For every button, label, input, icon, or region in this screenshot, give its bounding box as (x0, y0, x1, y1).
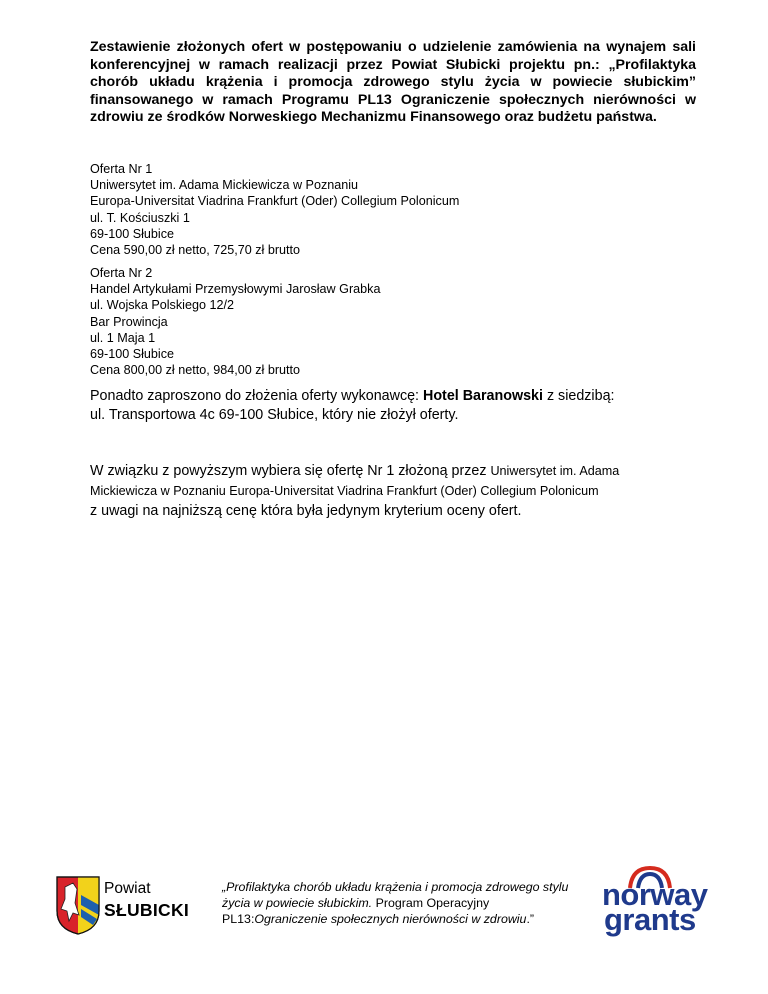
decision-paragraph (90, 461, 710, 521)
invitation-suffix: z siedzibą: (542, 388, 615, 404)
decision-line-3: z uwagi na najniższą cenę która była jedynym kryterium oceny ofert. (90, 503, 522, 519)
offer-2 (90, 265, 690, 378)
norway-grants-logo (588, 862, 710, 940)
norway-word: norway (602, 877, 708, 912)
project-name-italic: „Profilaktyka chorób układu krążenia i promocja zdrowego stylu życia w powiecie słubickim. (222, 880, 569, 910)
offer-line: 69-100 Słubice (90, 226, 175, 241)
offer-line: Oferta Nr 1 (90, 162, 153, 176)
decision-line-2: Mickiewicza w Poznaniu Europa-Universitat Viadrina Frankfurt (Oder) Collegium Polonicum (90, 484, 599, 498)
offer-line: 69-100 Słubice (90, 347, 175, 362)
offer-line: Cena 590,00 zł netto, 725,70 zł brutto (90, 243, 301, 258)
decision-text: W związku z powyższym wybiera się ofertę Nr 1 złożoną przez (90, 463, 491, 479)
powiat-label: Powiat (104, 880, 151, 897)
offer-line: Handel Artykułami Przemysłowymi Jarosław Grabka (90, 282, 381, 297)
project-footer-text (222, 879, 582, 927)
offer-line: ul. Wojska Polskiego 12/2 (90, 298, 234, 313)
offer-line: ul. T. Kościuszki 1 (90, 210, 190, 225)
invitation-address: ul. Transportowa 4c 69-100 Słubice, który nie złożył oferty. (90, 406, 459, 423)
program-name-italic: Ograniczenie społecznych nierówności w zdrowiu (254, 912, 527, 926)
closing-quote: .” (526, 912, 535, 926)
offer-line: Cena 800,00 zł netto, 984,00 zł brutto (90, 363, 301, 378)
offer-line: Bar Prowincja (90, 314, 168, 329)
document-title: Zestawienie złożonych ofert w postępowaniu o udzielenie zamówienia na wynajem sali konferencyjnej w ramach realizacji przez Powiat Słubicki projektu pn.: „Profilaktyka chorób układu krążenia i promocja zdrowego stylu życia w powiecie słubickim” finansowanego w ramach Programu PL13 Ograniczenie społecznych nierówności w zdrowiu ze środków Norweskiego Mechanizmu Finansowego oraz budżetu państwa. (90, 39, 696, 125)
offer-line: Uniwersytet im. Adama Mickiewicza w Poznaniu (90, 178, 359, 193)
invitation-paragraph (90, 387, 710, 424)
program-label: Program Operacyjny PL13: (222, 896, 490, 926)
offer-1 (90, 161, 690, 258)
offer-line: Europa-Universitat Viadrina Frankfurt (Oder) Collegium Polonicum (90, 194, 460, 209)
slubicki-label: SŁUBICKI (104, 900, 190, 920)
invitation-prefix: Ponadto zaproszono do złożenia oferty wykonawcę: (90, 388, 423, 404)
grants-word: grants (604, 902, 696, 937)
offer-line: Oferta Nr 2 (90, 266, 153, 280)
decision-text-small: Uniwersytet im. Adama (490, 464, 620, 478)
invited-company: Hotel Baranowski (423, 388, 543, 404)
offer-line: ul. 1 Maja 1 (90, 330, 156, 345)
